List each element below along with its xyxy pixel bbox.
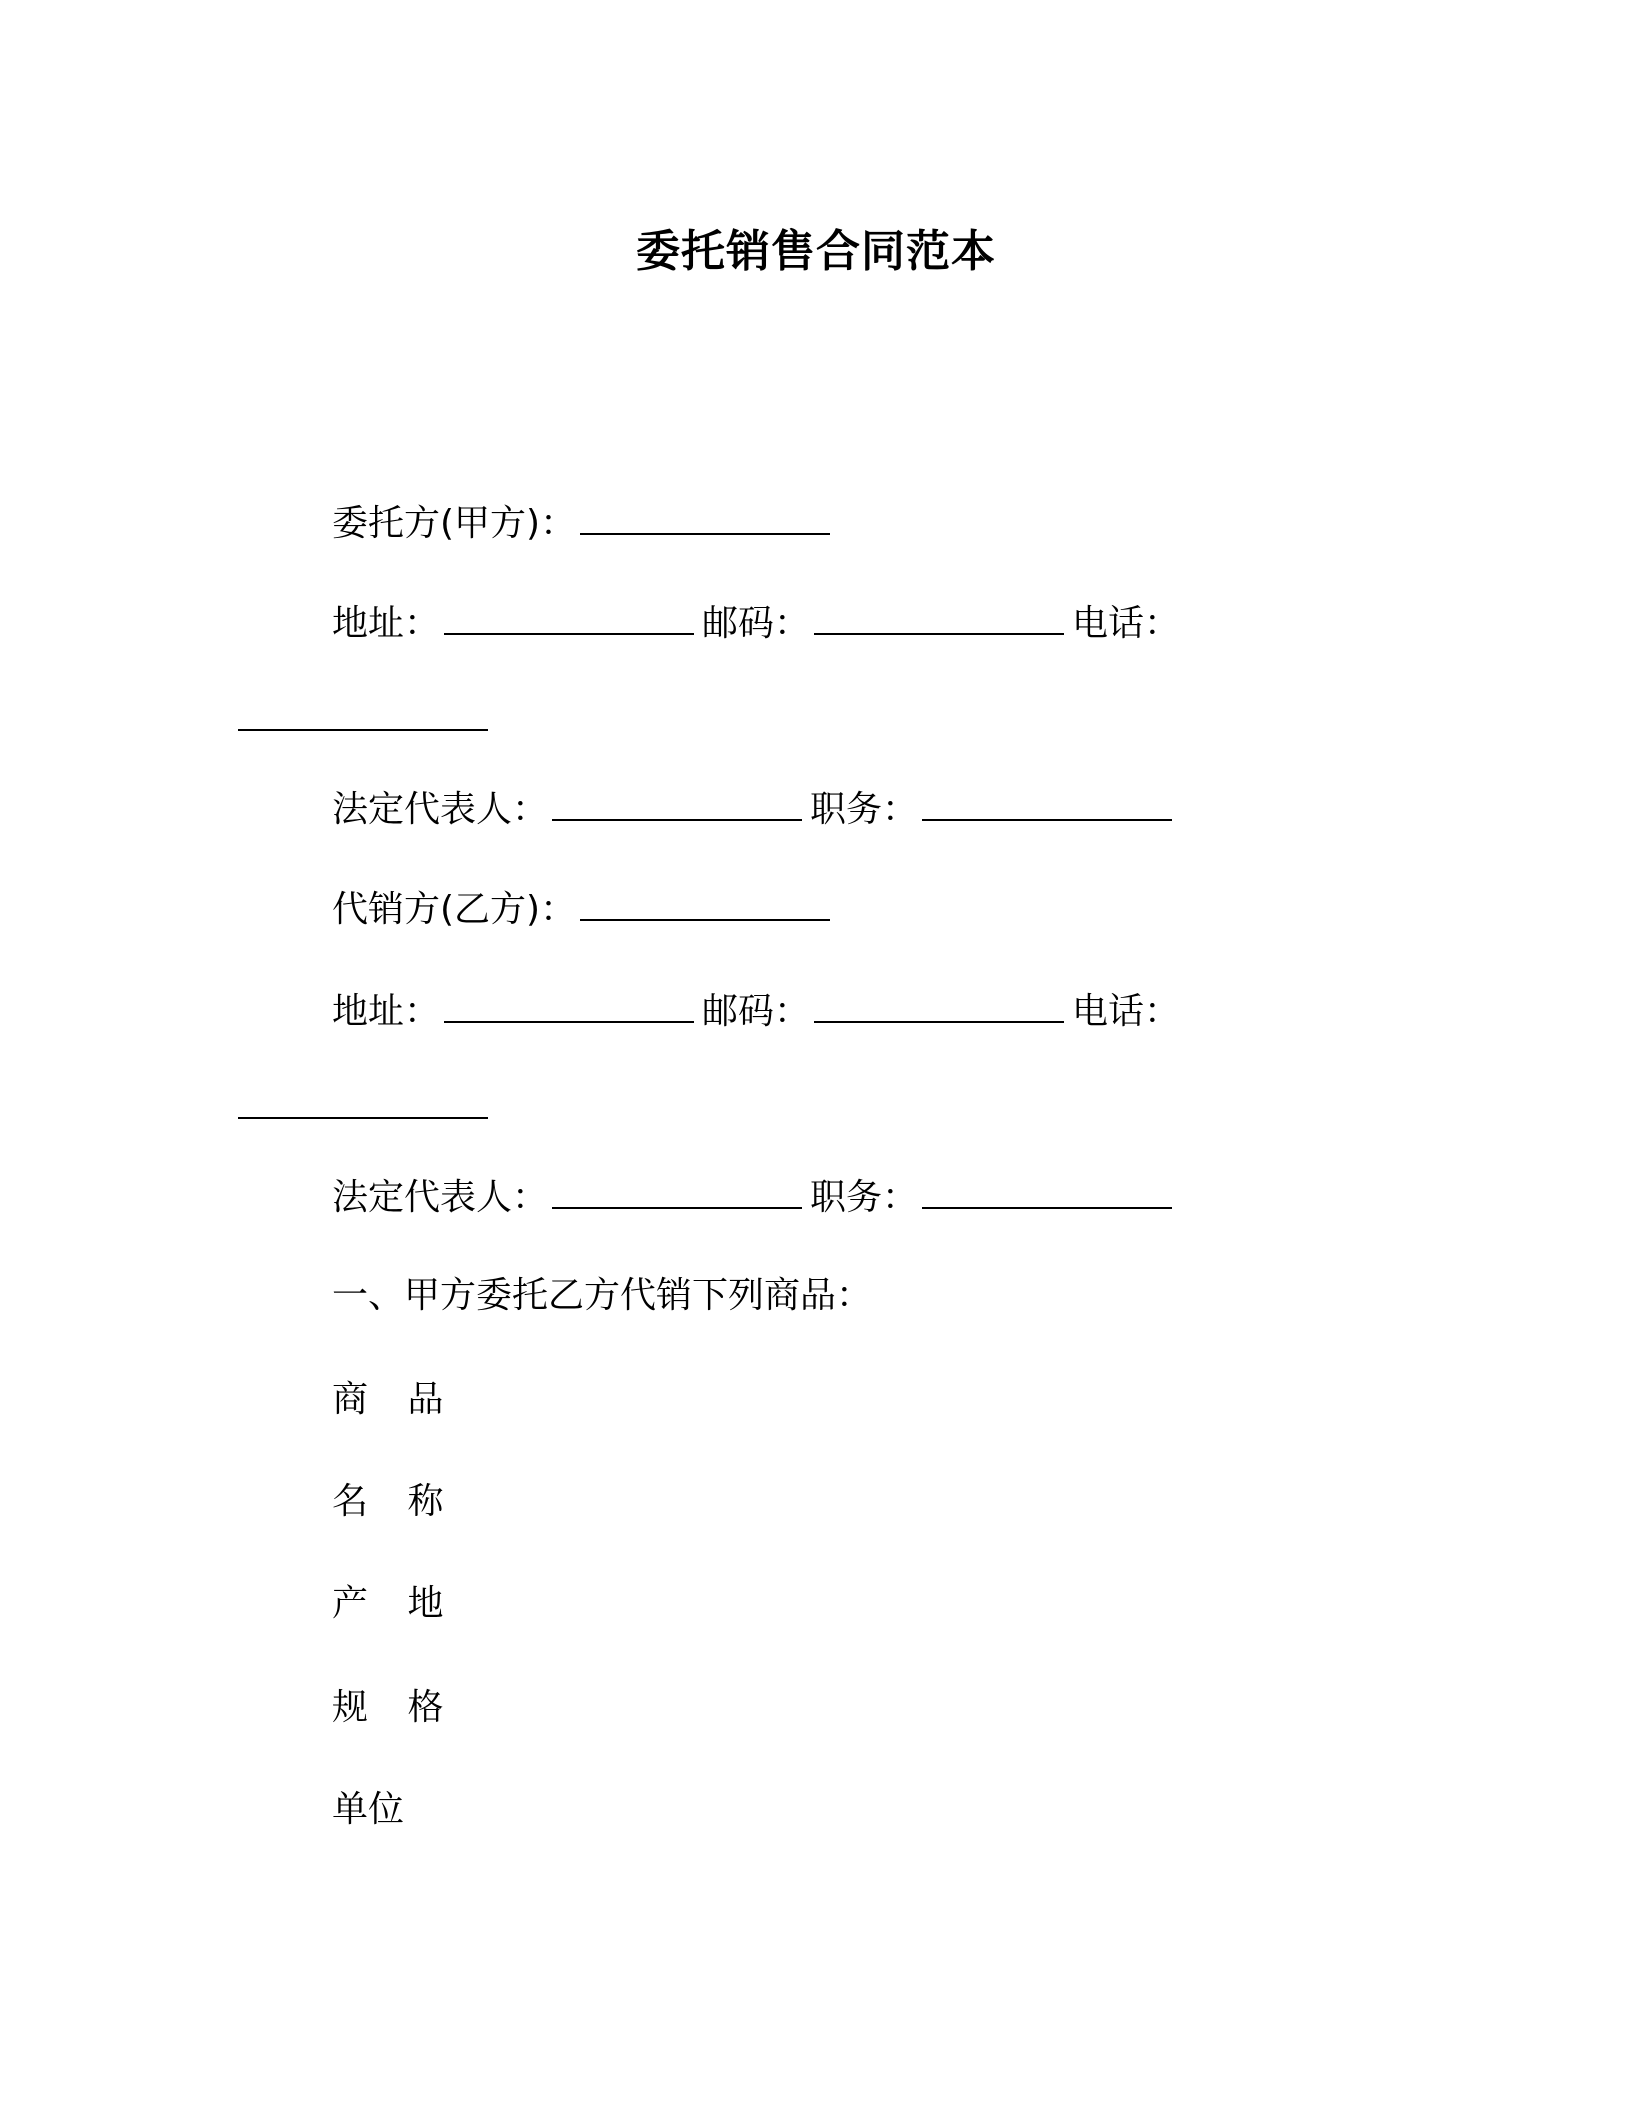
field-name: 名 称	[332, 1481, 458, 1522]
party-a-legal-rep-label: 法定代表人：	[332, 789, 549, 830]
field-origin: 产 地	[332, 1583, 458, 1624]
party-a-position-blank[interactable]	[922, 793, 1172, 821]
party-b-postcode-blank[interactable]	[814, 995, 1064, 1023]
party-b-postcode-label: 邮码：	[702, 991, 811, 1032]
party-a-contact-line	[332, 598, 1180, 650]
party-b-name-blank[interactable]	[580, 893, 830, 921]
party-a-position-label: 职务：	[810, 789, 919, 830]
party-b-rep-line	[332, 1172, 1180, 1224]
party-a-line	[332, 498, 838, 550]
document-title: 委托销售合同范本	[636, 226, 996, 277]
clause-1: 一、甲方委托乙方代销下列商品：	[332, 1275, 873, 1316]
party-b-phone-line	[238, 1082, 496, 1134]
party-b-address-label: 地址：	[332, 991, 441, 1032]
party-a-phone-blank[interactable]	[238, 703, 488, 731]
party-a-name-blank[interactable]	[580, 507, 830, 535]
party-b-phone-label: 电话：	[1072, 991, 1181, 1032]
party-a-address-blank[interactable]	[444, 607, 694, 635]
field-unit: 单位	[332, 1789, 405, 1830]
party-a-phone-line	[238, 694, 496, 746]
party-b-position-label: 职务：	[810, 1177, 919, 1218]
party-b-label: 代销方(乙方)：	[332, 889, 577, 930]
party-b-contact-line	[332, 986, 1180, 1038]
party-b-address-blank[interactable]	[444, 995, 694, 1023]
party-b-legal-rep-label: 法定代表人：	[332, 1177, 549, 1218]
party-a-label: 委托方(甲方)：	[332, 503, 577, 544]
party-a-rep-line	[332, 784, 1180, 836]
party-a-phone-label: 电话：	[1072, 603, 1181, 644]
party-a-postcode-blank[interactable]	[814, 607, 1064, 635]
party-b-phone-blank[interactable]	[238, 1091, 488, 1119]
party-b-line	[332, 884, 838, 936]
party-a-postcode-label: 邮码：	[702, 603, 811, 644]
party-a-address-label: 地址：	[332, 603, 441, 644]
field-spec: 规 格	[332, 1687, 458, 1728]
party-b-position-blank[interactable]	[922, 1181, 1172, 1209]
party-a-legal-rep-blank[interactable]	[552, 793, 802, 821]
party-b-legal-rep-blank[interactable]	[552, 1181, 802, 1209]
field-goods: 商 品	[332, 1379, 458, 1420]
